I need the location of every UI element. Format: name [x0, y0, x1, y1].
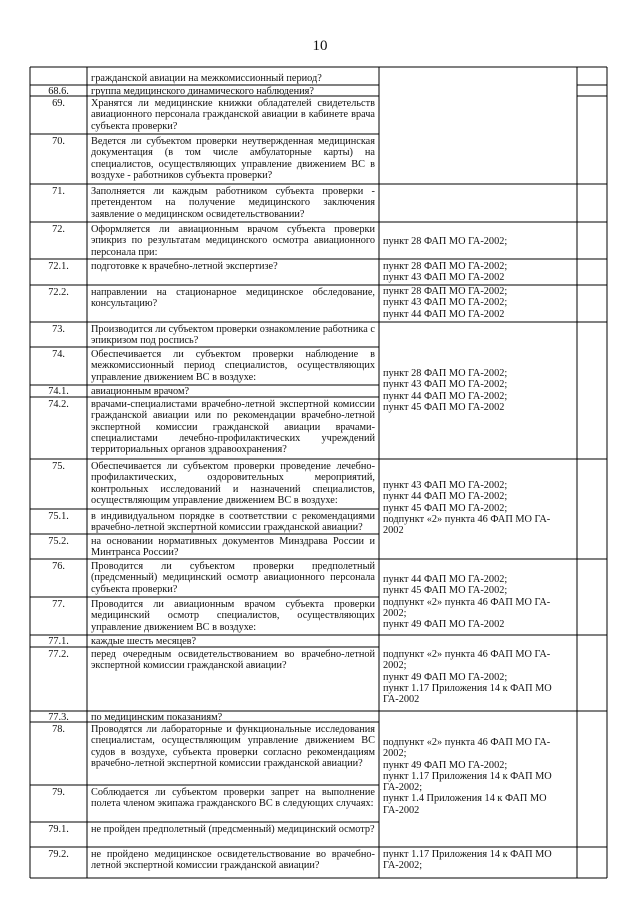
reference-cell: пункт 28 ФАП МО ГА-2002; пункт 43 ФАП МО ГА-2002 — [383, 261, 508, 284]
row-question: Обеспечивается ли субъектом проверки наблюдение в межкомиссионный период специалистов, осуществляющих управление движением ВС в воздухе: — [91, 349, 375, 383]
row-number: 77.2. — [48, 649, 69, 660]
reference-cell: пункт 43 ФАП МО ГА-2002; пункт 44 ФАП МО ГА-2002; пункт 45 ФАП МО ГА-2002; подпункт «2» пункта 46 ФАП МО ГА- 2002 — [383, 480, 551, 537]
row-question: на основании нормативных документов Минздрава России и Минтранса России? — [91, 536, 375, 559]
row-number: 75.1. — [48, 511, 69, 522]
row-number: 77.3. — [48, 712, 69, 723]
row-question: Обеспечивается ли субъектом проверки проведение лечебно-профилактических, оздоровительных мероприятий, контрольных исследований и назначений специалистов, осуществляющим управление движением ВС в воздухе: — [91, 461, 375, 506]
row-number: 75. — [52, 461, 65, 472]
row-question: Оформляется ли авиационным врачом субъекта проверки эпикриз по результатам медицинского осмотра авиационного персонала при: — [91, 224, 375, 258]
row-number: 72.1. — [48, 261, 69, 272]
row-question: Заполняется ли каждым работником субъекта проверки - претендентом на получение медицинского заключения заявление о медицинском освидетельствовании? — [91, 186, 375, 220]
row-question: каждые шесть месяцев? — [91, 636, 197, 647]
reference-cell: пункт 28 ФАП МО ГА-2002; пункт 43 ФАП МО ГА-2002; пункт 44 ФАП МО ГА-2002 — [383, 286, 508, 320]
row-question: Проводится ли субъектом проверки предполетный (предсменный) медицинский осмотр авиационного персонала субъекта проверки? — [91, 561, 375, 595]
row-number: 74.1. — [48, 386, 69, 397]
reference-cell: подпункт «2» пункта 46 ФАП МО ГА- 2002; пункт 49 ФАП МО ГА-2002; пункт 1.17 Приложения 14 к ФАП МО ГА-2002 — [383, 649, 552, 706]
row-number: 74. — [52, 349, 65, 360]
row-question: по медицинским показаниям? — [91, 712, 223, 723]
row-question: в индивидуальном порядке в соответствии с рекомендациями врачебно-летной экспертной комиссии гражданской авиации? — [91, 511, 375, 534]
reference-cell: пункт 1.17 Приложения 14 к ФАП МО ГА-2002; — [383, 849, 552, 872]
row-number: 73. — [52, 324, 65, 335]
reference-cell: пункт 28 ФАП МО ГА-2002; — [383, 236, 508, 247]
row-question: Хранятся ли медицинские книжки обладателей свидетельств авиационного персонала гражданской авиации в кабинете врача субъекта проверки? — [91, 98, 375, 132]
row-number: 74.2. — [48, 399, 69, 410]
row-number: 75.2. — [48, 536, 69, 547]
row-question: Проводятся ли лабораторные и функциональные исследования специалистам, осуществляющим управление движением ВС судов в воздухе, субъекта проверки согласно рекомендациям врачебно-летной экспертной комиссии гражданской авиации? — [91, 724, 375, 769]
row-question: Производится ли субъектом проверки ознакомление работника с эпикризом под роспись? — [91, 324, 375, 347]
row-number: 79.2. — [48, 849, 69, 860]
row-question: гражданской авиации на межкомиссионный период? — [91, 73, 322, 84]
row-question: подготовке к врачебно-летной экспертизе? — [91, 261, 278, 272]
reference-cell: пункт 28 ФАП МО ГА-2002; пункт 43 ФАП МО ГА-2002; пункт 44 ФАП МО ГА-2002; пункт 45 ФАП МО ГА-2002 — [383, 368, 508, 413]
row-question: Соблюдается ли субъектом проверки запрет на выполнение полета членом экипажа гражданского ВС в следующих случаях: — [91, 787, 375, 810]
row-number: 68.6. — [48, 86, 69, 97]
row-number: 77.1. — [48, 636, 69, 647]
row-number: 77. — [52, 599, 65, 610]
row-question: не пройден предполетный (предсменный) медицинский осмотр? — [91, 824, 375, 835]
row-question: авиационным врачом? — [91, 386, 190, 397]
row-number: 79.1. — [48, 824, 69, 835]
row-question: направлении на стационарное медицинское обследование, консультацию? — [91, 287, 375, 310]
row-number: 70. — [52, 136, 65, 147]
row-number: 69. — [52, 98, 65, 109]
row-question: перед очередным освидетельствованием во врачебно-летной экспертной комиссии гражданской авиации? — [91, 649, 375, 672]
row-question: врачами-специалистами врачебно-летной экспертной комиссии гражданской авиации или по рекомендации врачебно-летной экспертной комиссии гражданской авиации врачами-специалистами лечебно-профилактических учреждений территориальных органов здравоохранения? — [91, 399, 375, 456]
reference-cell: пункт 44 ФАП МО ГА-2002; пункт 45 ФАП МО ГА-2002; подпункт «2» пункта 46 ФАП МО ГА- 2002; пункт 49 ФАП МО ГА-2002 — [383, 574, 551, 631]
row-number: 71. — [52, 186, 65, 197]
row-question: Ведется ли субъектом проверки неутвержденная медицинская документация (в том числе амбулаторные карты) на специалистов, осуществляющих управление движением ВС в воздухе - работников субъекта проверки? — [91, 136, 375, 181]
row-question: не пройдено медицинское освидетельствование во врачебно-летной экспертной комиссии гражданской авиации? — [91, 849, 375, 872]
row-number: 76. — [52, 561, 65, 572]
row-question: Проводится ли авиационным врачом субъекта проверки медицинский осмотр специалистов, осуществляющих управление движением ВС в воздухе: — [91, 599, 375, 633]
row-number: 72.2. — [48, 287, 69, 298]
row-number: 72. — [52, 224, 65, 235]
row-number: 78. — [52, 724, 65, 735]
reference-cell: подпункт «2» пункта 46 ФАП МО ГА- 2002; пункт 49 ФАП МО ГА-2002; пункт 1.17 Приложения 14 к ФАП МО ГА-2002; пункт 1.4 Приложения 14 к ФАП МО ГА-2002 — [383, 737, 552, 816]
page-number: 10 — [312, 38, 328, 54]
row-number: 79. — [52, 787, 65, 798]
row-question: группа медицинского динамического наблюдения? — [91, 86, 314, 97]
